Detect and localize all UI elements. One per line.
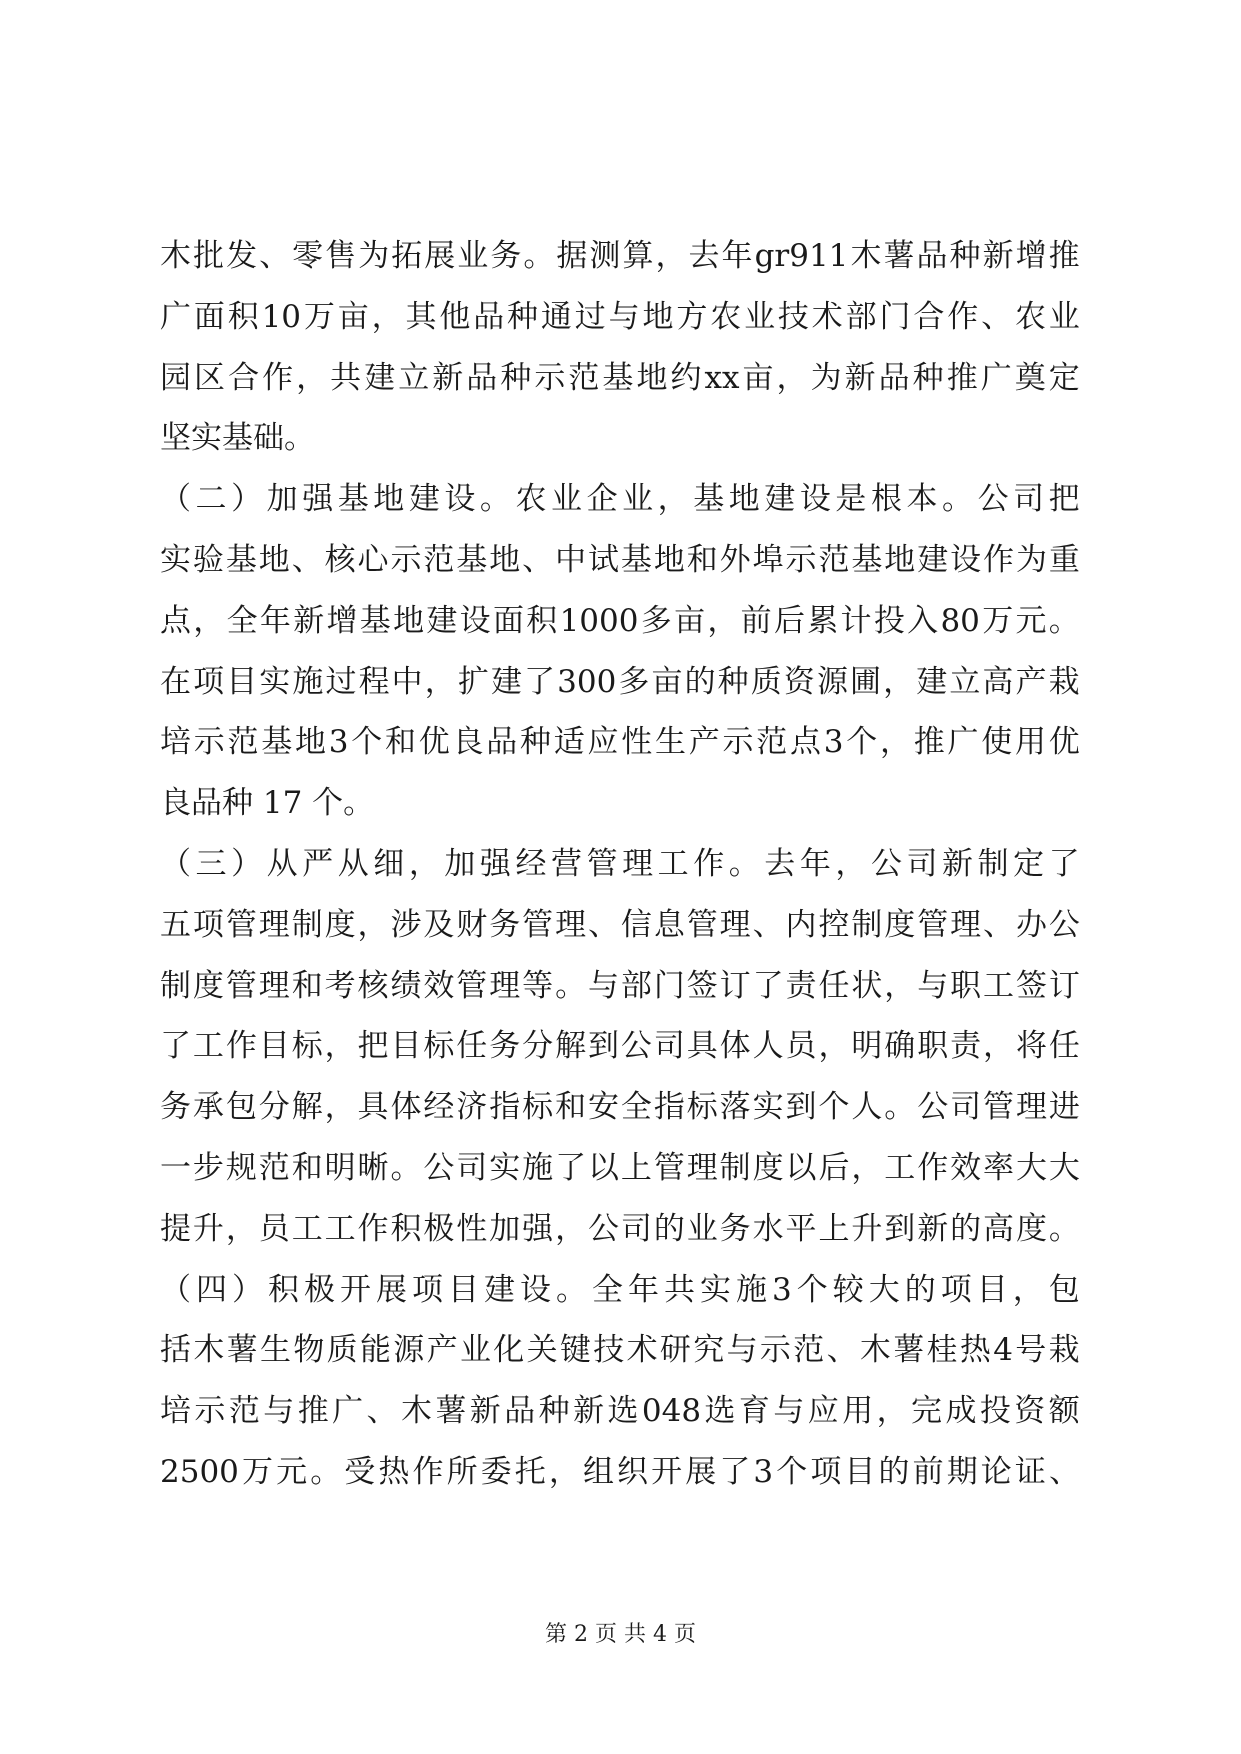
text-line: 2500 万 元 。 受 热 作 所 委 托 ， 组 织 开 展 了 3 个 项 目 的 前 期 论 证 、 [160, 1453, 1080, 1490]
text-line: 五 项 管 理 制 度 ， 涉 及 财 务 管 理 、 信 息 管 理 、 内 控 制 度 管 理 、 办 公 [160, 906, 1080, 943]
document-body [160, 226, 1080, 1503]
text-line: 了 工 作 目 标 ， 把 目 标 任 务 分 解 到 公 司 具 体 人 员 ， 明 确 职 责 ， 将 任 [160, 1028, 1080, 1065]
text-line: 良品种 17 个。 [160, 785, 375, 822]
text-line: 务 承 包 分 解 ， 具 体 经 济 指 标 和 安 全 指 标 落 实 到 个 人 。 公 司 管 理 进 [160, 1089, 1080, 1126]
text-line: 提 升 ， 员 工 工 作 积 极 性 加 强 ， 公 司 的 业 务 水 平 上 升 到 新 的 高 度 。 [160, 1210, 1080, 1247]
text-line: 制 度 管 理 和 考 核 绩 效 管 理 等 。 与 部 门 签 订 了 责 任 状 ， 与 职 工 签 订 [160, 967, 1080, 1004]
text-line: 在 项 目 实 施 过 程 中 ， 扩 建 了 300 多 亩 的 种 质 资 源 圃 ， 建 立 高 产 栽 [160, 663, 1080, 700]
text-line: （ 二 ） 加 强 基 地 建 设 。 农 业 企 业 ， 基 地 建 设 是 根 本 。 公 司 把 [160, 481, 1080, 518]
text-line: 培 示 范 与 推 广 、 木 薯 新 品 种 新 选 048 选 育 与 应 用 ， 完 成 投 资 额 [160, 1393, 1080, 1430]
text-line: 一 步 规 范 和 明 晰 。 公 司 实 施 了 以 上 管 理 制 度 以 后 ， 工 作 效 率 大 大 [160, 1149, 1080, 1186]
text-line: 广 面 积 10 万 亩 ， 其 他 品 种 通 过 与 地 方 农 业 技 术 部 门 合 作 、 农 业 [160, 298, 1080, 335]
page-footer: 第 2 页 共 4 页 [545, 1622, 696, 1647]
text-line: 园 区 合 作 ， 共 建 立 新 品 种 示 范 基 地 约 xx 亩 ， 为 新 品 种 推 广 奠 定 [160, 359, 1080, 396]
text-line: 点 ， 全 年 新 增 基 地 建 设 面 积 1000 多 亩 ， 前 后 累 计 投 入 80 万 元 。 [160, 602, 1080, 639]
text-line: 实 验 基 地 、 核 心 示 范 基 地 、 中 试 基 地 和 外 埠 示 范 基 地 建 设 作 为 重 [160, 541, 1080, 578]
text-line: 坚实基础。 [160, 420, 315, 457]
text-line: 木 批 发 、 零 售 为 拓 展 业 务 。 据 测 算 ， 去 年 gr911 木 薯 品 种 新 增 推 [160, 238, 1080, 274]
text-line: 括 木 薯 生 物 质 能 源 产 业 化 关 键 技 术 研 究 与 示 范 、 木 薯 桂 热 4 号 栽 [160, 1332, 1080, 1369]
text-line: 培 示 范 基 地 3 个 和 优 良 品 种 适 应 性 生 产 示 范 点 3 个 ， 推 广 使 用 优 [160, 724, 1080, 761]
text-line: （ 四 ） 积 极 开 展 项 目 建 设 。 全 年 共 实 施 3 个 较 大 的 项 目 ， 包 [160, 1271, 1080, 1308]
text-line: （ 三 ） 从 严 从 细 ， 加 强 经 营 管 理 工 作 。 去 年 ， 公 司 新 制 定 了 [160, 845, 1080, 882]
